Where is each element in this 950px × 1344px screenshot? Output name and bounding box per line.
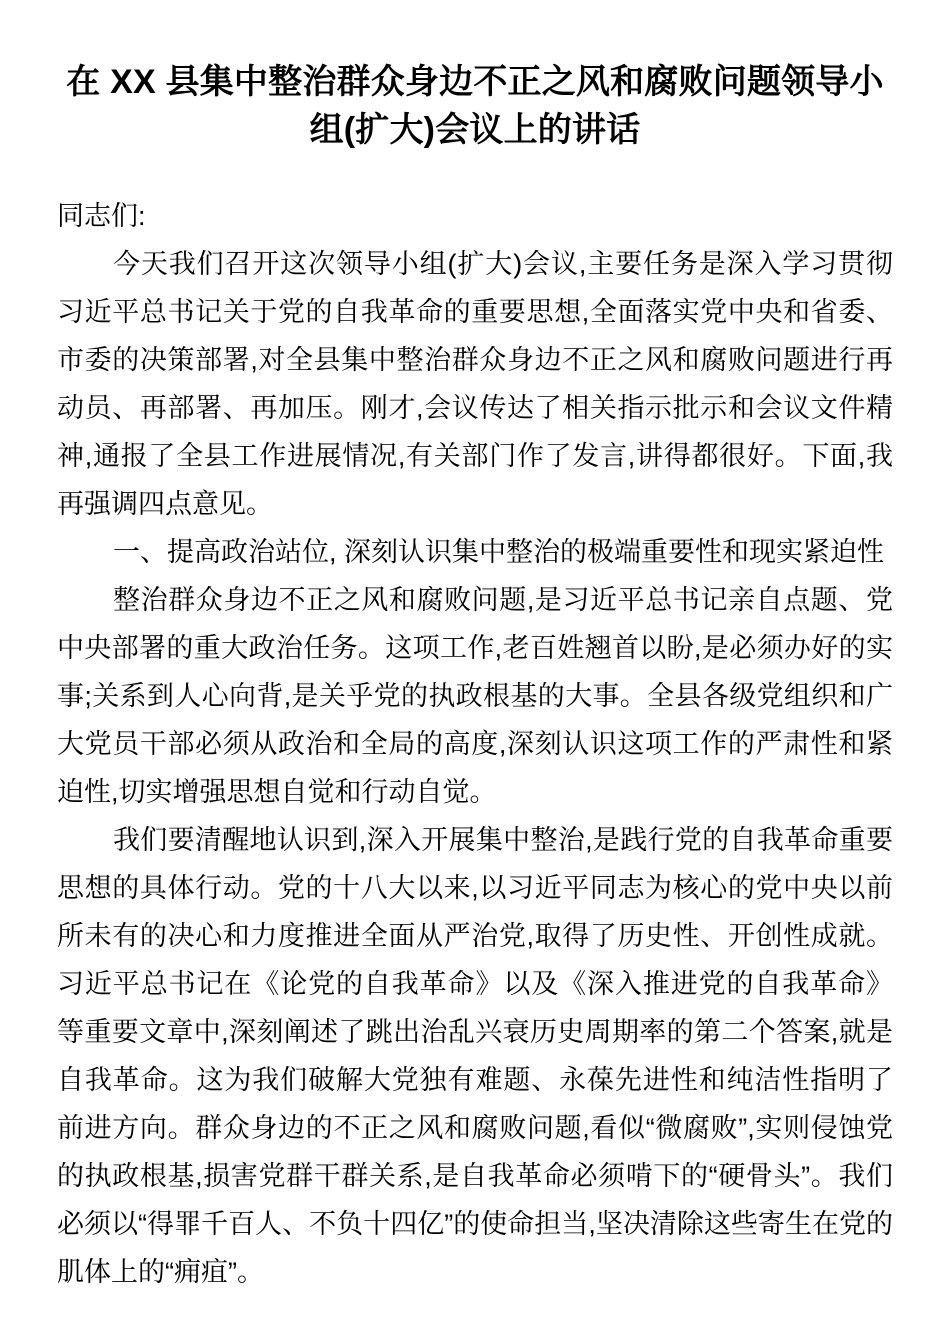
page-title: 在 XX 县集中整治群众身边不正之风和腐败问题领导小组(扩大)会议上的讲话 [66, 63, 884, 149]
paragraph-intro: 今天我们召开这次领导小组(扩大)会议,主要任务是深入学习贯彻习近平总书记关于党的自我革命的重要思想,全面落实党中央和省委、市委的决策部署,对全县集中整治群众身边不正之风和腐败问题进行再动员、再部署、再加压。刚才,会议传达了相关指示批示和会议文件精神,通报了全县工作进展情况,有关部门作了发言,讲得都很好。下面,我再强调四点意见。 [57, 249, 893, 519]
section-heading-one: 一、提高政治站位, 深刻认识集中整治的极端重要性和现实紧迫性 [113, 537, 885, 567]
salutation: 同志们: [57, 201, 146, 231]
document-body [57, 0, 893, 1296]
paragraph-section-one-a: 整治群众身边不正之风和腐败问题,是习近平总书记亲自点题、党中央部署的重大政治任务。这项工作,老百姓翘首以盼,是必须办好的实事;关系到人心向背,是关乎党的执政根基的大事。全县各级党组织和广大党员干部必须从政治和全局的高度,深刻认识这项工作的严肃性和紧迫性,切实增强思想自觉和行动自觉。 [57, 585, 893, 807]
paragraph-section-one-b: 我们要清醒地认识到,深入开展集中整治,是践行党的自我革命重要思想的具体行动。党的十八大以来,以习近平同志为核心的党中央以前所未有的决心和力度推进全面从严治党,取得了历史性、开创性成就。习近平总书记在《论党的自我革命》以及《深入推进党的自我革命》等重要文章中,深刻阐述了跳出治乱兴衰历史周期率的第二个答案,就是自我革命。这为我们破解大党独有难题、永葆先进性和纯洁性指明了前进方向。群众身边的不正之风和腐败问题,看似“微腐败”,实则侵蚀党的执政根基,损害党群干群关系,是自我革命必须啃下的“硬骨头”。我们必须以“得罪千百人、不负十四亿”的使命担当,坚决清除这些寄生在党的肌体上的“痈疽”。 [57, 825, 893, 1287]
